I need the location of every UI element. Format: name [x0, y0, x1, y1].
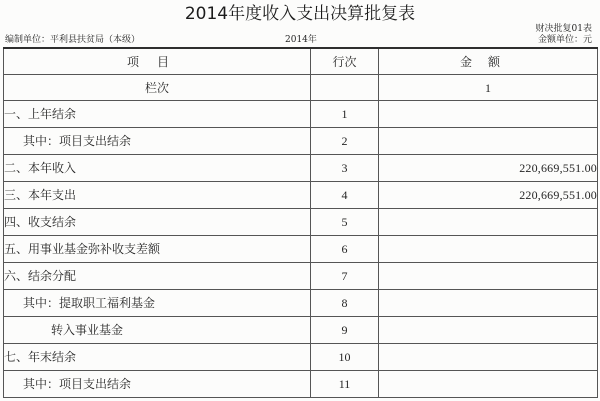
- header-row: [4, 48, 598, 75]
- line-no-cell: 4: [311, 182, 379, 209]
- amount-cell: [379, 344, 598, 371]
- item-cell: 转入事业基金: [4, 317, 311, 344]
- amount-cell: [379, 101, 598, 128]
- line-no-cell: 2: [311, 128, 379, 155]
- amount-cell: [379, 317, 598, 344]
- form-meta: [536, 24, 592, 46]
- item-cell: 其中：提取职工福利基金: [4, 290, 311, 317]
- line-no-cell: 7: [311, 263, 379, 290]
- amount-cell: 220,669,551.00: [379, 155, 598, 182]
- amount-cell: [379, 290, 598, 317]
- table-row: [4, 263, 598, 290]
- table-row: [4, 209, 598, 236]
- form-code: 财决批复01表: [535, 24, 592, 34]
- item-cell: 其中：项目支出结余: [4, 128, 311, 155]
- page-title: 2014年度收入支出决算批复表: [184, 4, 416, 24]
- report-year: 2014年: [285, 35, 317, 45]
- line-no-cell: 6: [311, 236, 379, 263]
- item-cell: 一、上年结余: [4, 101, 311, 128]
- line-no-cell: 1: [311, 101, 379, 128]
- line-no-cell: 3: [311, 155, 379, 182]
- table-row: [4, 155, 598, 182]
- item-cell: 二、本年收入: [4, 155, 311, 182]
- table-row: [4, 236, 598, 263]
- table-row: [4, 290, 598, 317]
- amount-cell: [379, 263, 598, 290]
- amount-cell: [379, 128, 598, 155]
- line-no-cell: 10: [311, 344, 379, 371]
- item-cell: 五、用事业基金弥补收支差额: [4, 236, 311, 263]
- column-index-amount: 1: [379, 75, 598, 101]
- item-cell: 四、收支结余: [4, 209, 311, 236]
- table-row: [4, 128, 598, 155]
- amount-cell: [379, 209, 598, 236]
- line-no-cell: 9: [311, 317, 379, 344]
- column-index-label: 栏次: [4, 75, 311, 101]
- header-item: 项目: [4, 48, 311, 75]
- line-no-cell: 11: [311, 371, 379, 398]
- table-row: [4, 344, 598, 371]
- item-cell: 七、年末结余: [4, 344, 311, 371]
- approval-table: [3, 47, 598, 398]
- column-index-line-no: [311, 75, 379, 101]
- table-row: [4, 371, 598, 398]
- item-cell: 六、结余分配: [4, 263, 311, 290]
- table-row: [4, 317, 598, 344]
- organization-label: 编制单位：平利县扶贫局（本级）: [5, 35, 141, 45]
- line-no-cell: 5: [311, 209, 379, 236]
- amount-cell: [379, 371, 598, 398]
- amount-cell: 220,669,551.00: [379, 182, 598, 209]
- column-index-row: [4, 75, 598, 101]
- header-line-no: 行次: [311, 48, 379, 75]
- amount-cell: [379, 236, 598, 263]
- item-cell: 其中：项目支出结余: [4, 371, 311, 398]
- table-row: [4, 101, 598, 128]
- amount-unit-label: 金额单位：元: [537, 35, 592, 45]
- line-no-cell: 8: [311, 290, 379, 317]
- item-cell: 三、本年支出: [4, 182, 311, 209]
- header-amount: 金额: [379, 48, 598, 75]
- table-row: [4, 182, 598, 209]
